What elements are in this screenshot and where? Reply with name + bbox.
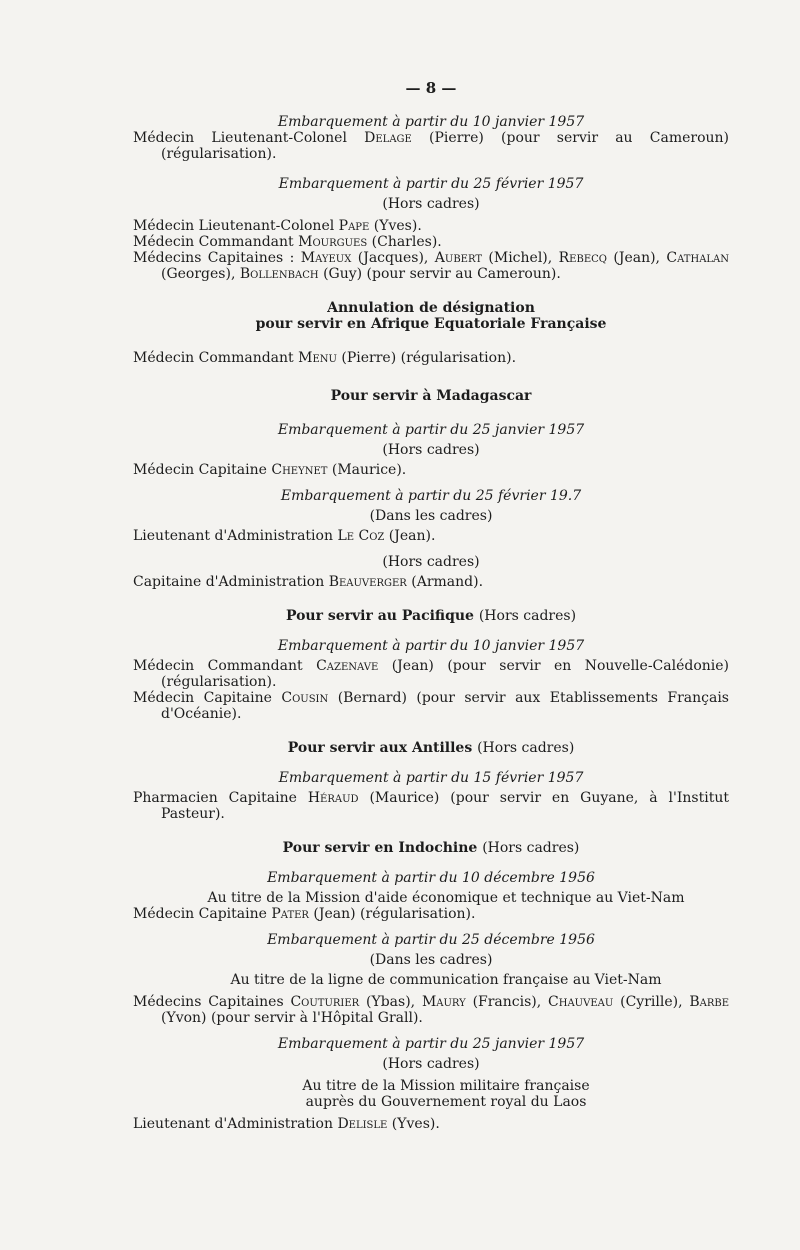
surname: Beauverger (328, 574, 407, 590)
surname: Chauveau (548, 994, 614, 1010)
assignment-entry: Médecin Capitaine Cousin (Bernard) (pour servir aux Etablissements Français d'Océanie). (133, 690, 729, 722)
surname: Maury (421, 994, 466, 1010)
surname: Pater (271, 906, 309, 922)
surname: Cazenave (316, 658, 379, 674)
embarkation-date: Embarquement à partir du 25 février 1957 (278, 176, 584, 192)
surname: Mourgues (298, 234, 368, 250)
surname: Mayeux (300, 250, 352, 266)
surname: Delage (364, 130, 412, 146)
section-heading: Pour servir en Indochine (Hors cadres) (282, 840, 580, 856)
cadre-status: (Hors cadres) (478, 608, 577, 624)
surname: Bollenbach (239, 266, 319, 282)
assignment-entry: Médecin Commandant Mourgues (Charles). (133, 234, 442, 250)
surname: Barbe (689, 994, 730, 1010)
embarkation-date: Embarquement à partir du 10 janvier 1957 (277, 114, 585, 130)
section-heading: Annulation de désignation (327, 300, 535, 316)
assignment-entry: Médecins Capitaines : Mayeux (Jacques), Aubert (Michel), Rebecq (Jean), Cathalan (Georges), Bollenbach (Guy) (pour servir au Cameroun). (133, 250, 730, 282)
cadre-status: (Dans les cadres) (369, 508, 493, 524)
cadre-status: (Hors cadres) (382, 196, 480, 212)
section-heading: Pour servir au Pacifique (Hors cadres) (285, 608, 577, 624)
assignment-entry: Capitaine d'Administration Beauverger (Armand). (133, 574, 484, 590)
cadre-status: (Hors cadres) (382, 1056, 480, 1072)
section-heading: Pour servir aux Antilles (Hors cadres) (287, 740, 575, 756)
cadre-status: (Hors cadres) (382, 554, 480, 570)
cadre-status: (Hors cadres) (482, 840, 580, 856)
assignment-entry: Médecin Commandant Menu (Pierre) (régularisation). (133, 350, 517, 366)
surname: Pape (338, 218, 370, 234)
surname: Couturier (290, 994, 360, 1010)
assignment-entry: Médecin Capitaine Cheynet (Maurice). (133, 462, 407, 478)
surname: Cathalan (666, 250, 730, 266)
surname: Cheynet (271, 462, 328, 478)
assignment-entry: Pharmacien Capitaine Héraud (Maurice) (pour servir en Guyane, à l'Institut Pasteur). (133, 790, 729, 822)
surname: Cousin (281, 690, 329, 706)
cadre-status: (Hors cadres) (382, 442, 480, 458)
assignment-entry: Médecin Commandant Cazenave (Jean) (pour servir en Nouvelle-Calédonie) (régularisation). (133, 658, 730, 690)
surname: Le Coz (337, 528, 385, 544)
cadre-status: (Dans les cadres) (369, 952, 493, 968)
page-number: — 8 — (405, 79, 457, 97)
embarkation-date: Embarquement à partir du 15 février 1957 (278, 770, 584, 786)
mission-title: Au titre de la Mission d'aide économique et technique au Viet-Nam (207, 890, 685, 906)
document-page (133, 80, 729, 1132)
assignment-entry: Médecin Lieutenant-Colonel Delage (Pierre) (pour servir au Cameroun) (régularisation). (133, 130, 730, 162)
assignment-entry: Lieutenant d'Administration Delisle (Yves). (133, 1116, 440, 1132)
surname: Delisle (337, 1116, 388, 1132)
assignment-entry: Médecin Lieutenant-Colonel Pape (Yves). (133, 218, 422, 234)
embarkation-date: Embarquement à partir du 25 décembre 1956 (267, 932, 595, 948)
surname: Menu (298, 350, 337, 366)
assignment-entry: Médecin Capitaine Pater (Jean) (régularisation). (133, 906, 476, 922)
assignment-entry: Lieutenant d'Administration Le Coz (Jean). (133, 528, 436, 544)
embarkation-date: Embarquement à partir du 25 janvier 1957 (277, 1036, 585, 1052)
embarkation-date: Embarquement à partir du 25 janvier 1957 (277, 422, 585, 438)
embarkation-date: Embarquement à partir du 25 février 19.7 (280, 488, 582, 504)
mission-title: Au titre de la Mission militaire française (302, 1078, 590, 1094)
section-heading: pour servir en Afrique Equatoriale Française (255, 316, 607, 332)
surname: Héraud (307, 790, 359, 806)
assignment-entry: Médecins Capitaines Couturier (Ybas), Maury (Francis), Chauveau (Cyrille), Barbe (Yvon) (pour servir à l'Hôpital Grall). (133, 994, 730, 1026)
surname: Rebecq (558, 250, 607, 266)
embarkation-date: Embarquement à partir du 10 décembre 1956 (267, 870, 595, 886)
mission-title: auprès du Gouvernement royal du Laos (305, 1094, 587, 1110)
surname: Aubert (434, 250, 482, 266)
cadre-status: (Hors cadres) (477, 740, 575, 756)
embarkation-date: Embarquement à partir du 10 janvier 1957 (277, 638, 585, 654)
mission-title: Au titre de la ligne de communication française au Viet-Nam (230, 972, 662, 988)
section-heading: Pour servir à Madagascar (330, 388, 532, 404)
